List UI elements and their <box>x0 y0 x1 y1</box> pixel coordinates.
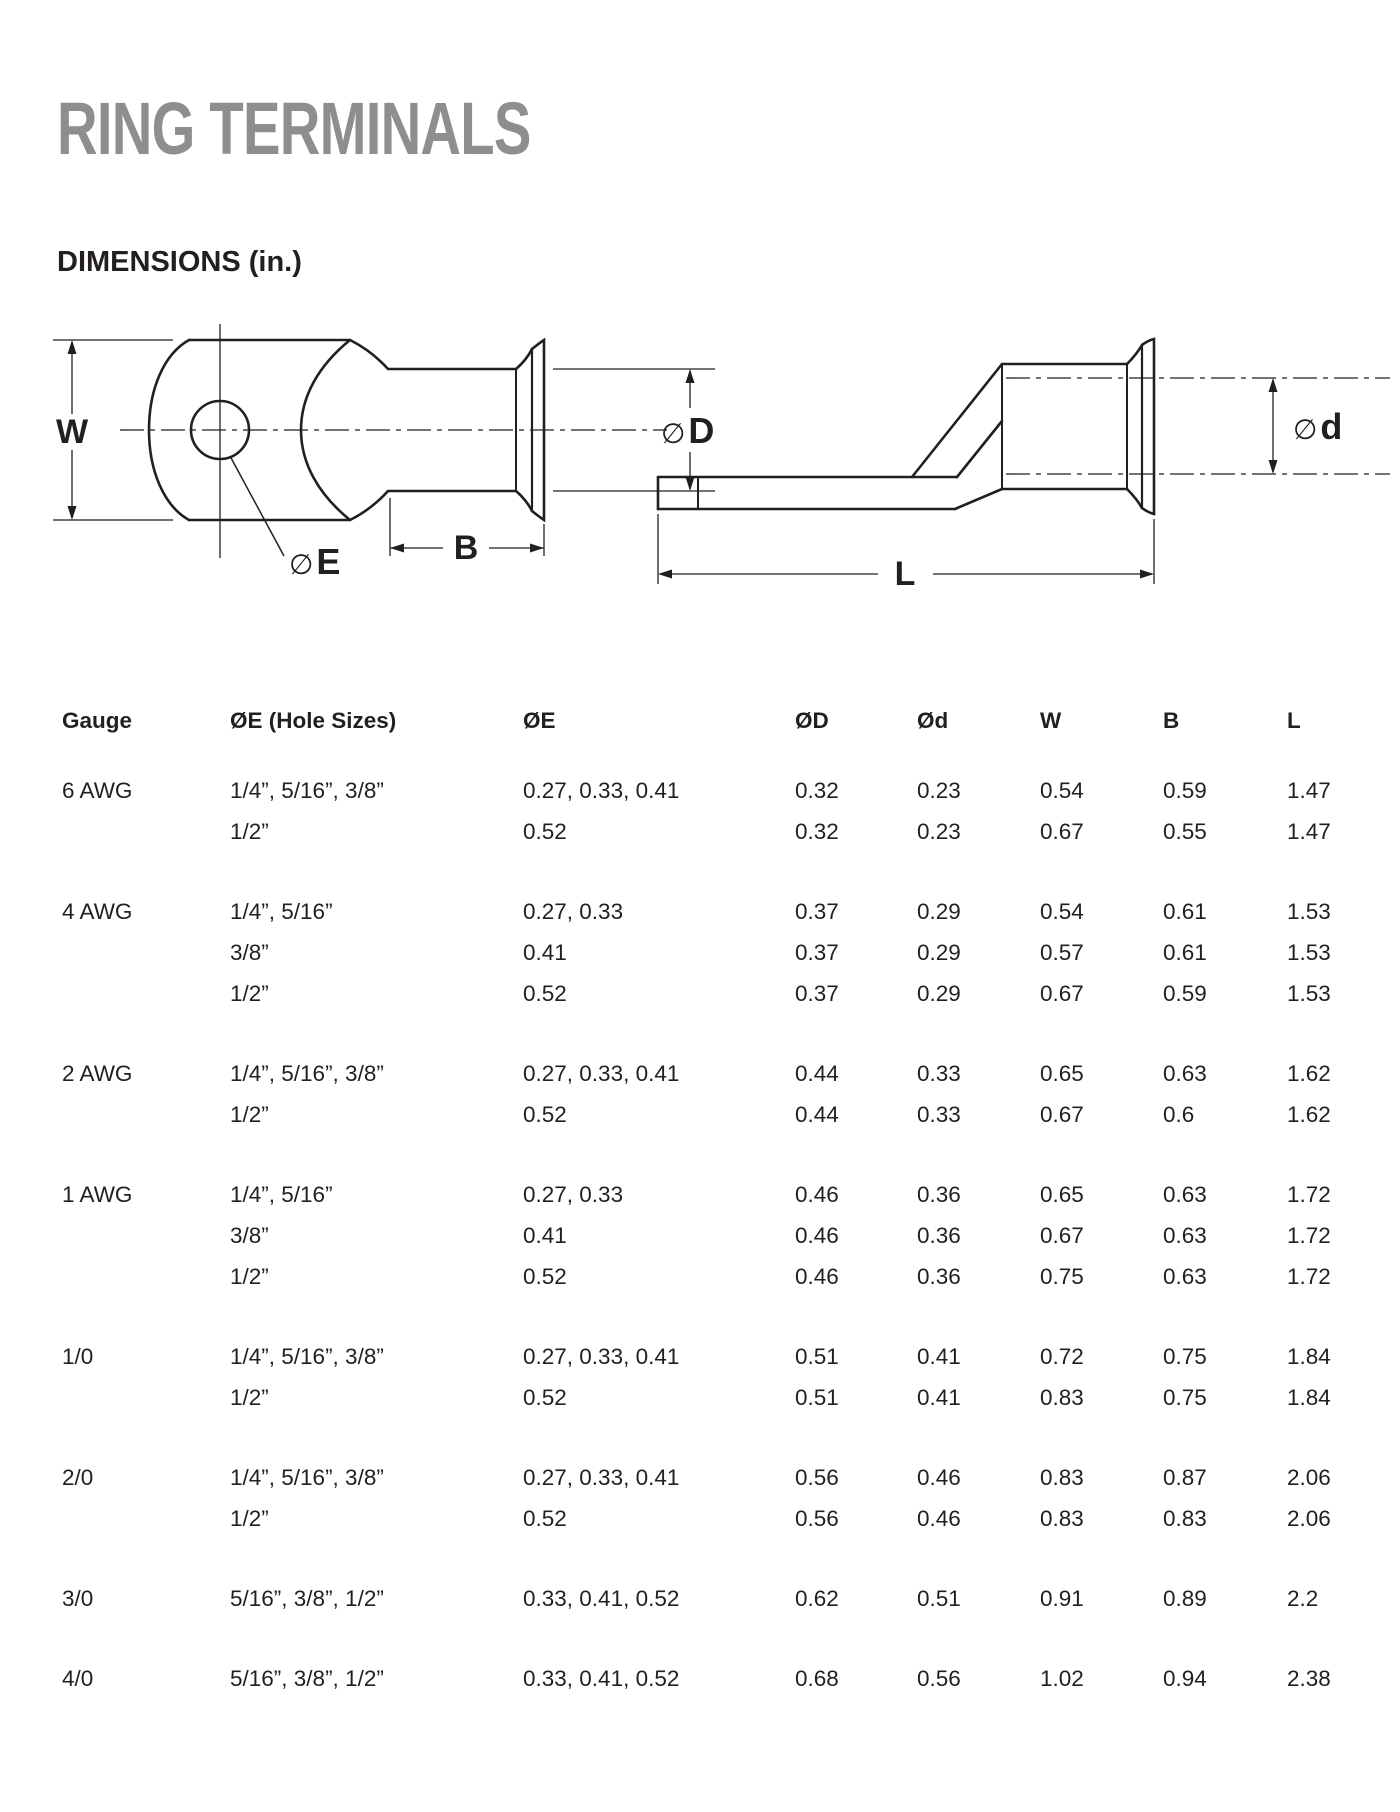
cell-od-small: 0.23 <box>917 818 961 844</box>
table-group <box>62 1658 1372 1699</box>
col-header-w: W <box>1040 707 1062 733</box>
cell-oe: 0.27, 0.33, 0.41 <box>523 1343 680 1369</box>
cell-b: 0.75 <box>1163 1384 1207 1410</box>
col-header-od-small: Ød <box>917 707 949 733</box>
cell-od: 0.51 <box>795 1343 839 1369</box>
cell-w: 0.83 <box>1040 1505 1084 1531</box>
cell-hole-sizes: 5/16”, 3/8”, 1/2” <box>230 1665 384 1691</box>
cell-od-small: 0.33 <box>917 1101 961 1127</box>
cell-hole-sizes: 3/8” <box>230 1222 269 1248</box>
cell-hole-sizes: 5/16”, 3/8”, 1/2” <box>230 1585 384 1611</box>
cell-oe: 0.52 <box>523 818 567 844</box>
table-row <box>62 1336 1372 1377</box>
cell-l: 1.47 <box>1287 777 1331 803</box>
cell-od: 0.32 <box>795 818 839 844</box>
cell-od: 0.44 <box>795 1101 839 1127</box>
cell-od: 0.56 <box>795 1505 839 1531</box>
cell-oe: 0.41 <box>523 1222 567 1248</box>
d-small-dimension <box>1269 378 1343 474</box>
cell-w: 0.75 <box>1040 1263 1084 1289</box>
cell-gauge: 4 AWG <box>62 898 133 924</box>
col-header-hole-sizes: ØE (Hole Sizes) <box>230 707 397 733</box>
cell-oe: 0.52 <box>523 1263 567 1289</box>
side-view-drawing <box>650 322 1400 612</box>
table-row <box>62 1377 1372 1418</box>
cell-b: 0.94 <box>1163 1665 1207 1691</box>
table-group <box>62 1174 1372 1297</box>
b-label: B <box>453 529 479 567</box>
cell-hole-sizes: 1/4”, 5/16”, 3/8” <box>230 1464 384 1490</box>
cell-w: 0.72 <box>1040 1343 1084 1369</box>
cell-b: 0.63 <box>1163 1181 1207 1207</box>
cell-hole-sizes: 1/2” <box>230 980 269 1006</box>
cell-od: 0.46 <box>795 1222 839 1248</box>
cell-l: 1.62 <box>1287 1060 1331 1086</box>
table-row <box>62 811 1372 852</box>
table-row <box>62 1053 1372 1094</box>
table-row <box>62 1215 1372 1256</box>
cell-gauge: 1 AWG <box>62 1181 133 1207</box>
table-row <box>62 1457 1372 1498</box>
cell-l: 1.53 <box>1287 980 1331 1006</box>
cell-b: 0.89 <box>1163 1585 1207 1611</box>
cell-od: 0.44 <box>795 1060 839 1086</box>
table-row <box>62 770 1372 811</box>
cell-oe: 0.52 <box>523 1101 567 1127</box>
table-group <box>62 1053 1372 1135</box>
b-dimension <box>390 498 544 567</box>
cell-od: 0.32 <box>795 777 839 803</box>
cell-l: 1.84 <box>1287 1343 1331 1369</box>
cell-w: 0.65 <box>1040 1181 1084 1207</box>
cell-l: 2.06 <box>1287 1505 1331 1531</box>
cell-l: 1.47 <box>1287 818 1331 844</box>
cell-b: 0.83 <box>1163 1505 1207 1531</box>
cell-l: 1.72 <box>1287 1263 1331 1289</box>
cell-l: 1.72 <box>1287 1181 1331 1207</box>
ring-terminal-top-view-diagram <box>45 322 725 605</box>
cell-od: 0.37 <box>795 980 839 1006</box>
table-row <box>62 891 1372 932</box>
table-row <box>62 973 1372 1014</box>
cell-hole-sizes: 1/4”, 5/16” <box>230 898 333 924</box>
cell-w: 0.67 <box>1040 818 1084 844</box>
cell-hole-sizes: 1/2” <box>230 1384 269 1410</box>
table-row <box>62 1498 1372 1539</box>
cell-od: 0.37 <box>795 898 839 924</box>
cell-hole-sizes: 3/8” <box>230 939 269 965</box>
cell-od: 0.37 <box>795 939 839 965</box>
cell-l: 1.53 <box>1287 939 1331 965</box>
cell-oe: 0.27, 0.33, 0.41 <box>523 1464 680 1490</box>
cell-w: 0.91 <box>1040 1585 1084 1611</box>
table-group <box>62 891 1372 1014</box>
l-dimension <box>658 514 1154 593</box>
cell-gauge: 3/0 <box>62 1585 94 1611</box>
col-header-l: L <box>1287 707 1301 733</box>
cell-l: 1.84 <box>1287 1384 1331 1410</box>
cell-l: 1.72 <box>1287 1222 1331 1248</box>
cell-od: 0.62 <box>795 1585 839 1611</box>
cell-hole-sizes: 1/2” <box>230 818 269 844</box>
cell-oe: 0.52 <box>523 980 567 1006</box>
terminal-outline-side <box>658 339 1154 514</box>
cell-oe: 0.33, 0.41, 0.52 <box>523 1665 680 1691</box>
cell-b: 0.61 <box>1163 939 1207 965</box>
cell-oe: 0.27, 0.33 <box>523 898 624 924</box>
cell-w: 0.67 <box>1040 980 1084 1006</box>
cell-od: 0.68 <box>795 1665 839 1691</box>
col-header-od: ØD <box>795 707 829 733</box>
cell-oe: 0.27, 0.33 <box>523 1181 624 1207</box>
cell-od-small: 0.41 <box>917 1384 961 1410</box>
cell-oe: 0.27, 0.33, 0.41 <box>523 777 680 803</box>
cell-hole-sizes: 1/4”, 5/16”, 3/8” <box>230 1060 384 1086</box>
cell-gauge: 6 AWG <box>62 777 133 803</box>
d-large-label: ∅D <box>661 410 715 451</box>
cell-gauge: 2 AWG <box>62 1060 133 1086</box>
cell-w: 1.02 <box>1040 1665 1084 1691</box>
cell-oe: 0.41 <box>523 939 567 965</box>
cell-b: 0.63 <box>1163 1263 1207 1289</box>
table-row <box>62 1256 1372 1297</box>
cell-l: 2.2 <box>1287 1585 1319 1611</box>
cell-b: 0.6 <box>1163 1101 1195 1127</box>
table-row <box>62 1658 1372 1699</box>
cell-od-small: 0.56 <box>917 1665 961 1691</box>
cell-od: 0.46 <box>795 1263 839 1289</box>
cell-w: 0.57 <box>1040 939 1084 965</box>
cell-od-small: 0.51 <box>917 1585 961 1611</box>
cell-od-small: 0.29 <box>917 898 961 924</box>
table-row <box>62 1578 1372 1619</box>
cell-hole-sizes: 1/2” <box>230 1101 269 1127</box>
cell-hole-sizes: 1/4”, 5/16”, 3/8” <box>230 777 384 803</box>
table-group <box>62 1578 1372 1619</box>
cell-od-small: 0.36 <box>917 1222 961 1248</box>
cell-oe: 0.52 <box>523 1384 567 1410</box>
dimensions-table-body <box>62 770 1372 1699</box>
cell-l: 2.06 <box>1287 1464 1331 1490</box>
l-label: L <box>894 555 916 593</box>
cell-od-small: 0.46 <box>917 1464 961 1490</box>
e-label: ∅E <box>289 541 341 582</box>
col-header-b: B <box>1163 707 1180 733</box>
cell-b: 0.61 <box>1163 898 1207 924</box>
cell-od-small: 0.23 <box>917 777 961 803</box>
cell-od: 0.51 <box>795 1384 839 1410</box>
cell-w: 0.54 <box>1040 898 1084 924</box>
cell-l: 2.38 <box>1287 1665 1331 1691</box>
table-header-row <box>62 700 1372 741</box>
cell-b: 0.59 <box>1163 980 1207 1006</box>
top-view-drawing <box>45 322 725 600</box>
w-label: W <box>55 413 89 451</box>
cell-w: 0.54 <box>1040 777 1084 803</box>
cell-hole-sizes: 1/4”, 5/16”, 3/8” <box>230 1343 384 1369</box>
cell-w: 0.65 <box>1040 1060 1084 1086</box>
cell-gauge: 4/0 <box>62 1665 94 1691</box>
table-row <box>62 1174 1372 1215</box>
ring-terminal-side-view-diagram <box>650 322 1400 617</box>
cell-l: 1.62 <box>1287 1101 1331 1127</box>
section-heading: DIMENSIONS (in.) <box>57 246 302 278</box>
cell-oe: 0.52 <box>523 1505 567 1531</box>
cell-oe: 0.27, 0.33, 0.41 <box>523 1060 680 1086</box>
cell-b: 0.59 <box>1163 777 1207 803</box>
cell-oe: 0.33, 0.41, 0.52 <box>523 1585 680 1611</box>
cell-w: 0.67 <box>1040 1222 1084 1248</box>
cell-b: 0.75 <box>1163 1343 1207 1369</box>
page-title: RING TERMINALS <box>57 87 531 170</box>
cell-od: 0.56 <box>795 1464 839 1490</box>
col-header-oe: ØE <box>523 707 556 733</box>
table-group <box>62 1336 1372 1418</box>
cell-w: 0.83 <box>1040 1464 1084 1490</box>
cell-od-small: 0.33 <box>917 1060 961 1086</box>
cell-od-small: 0.46 <box>917 1505 961 1531</box>
centerlines <box>120 324 667 558</box>
cell-od-small: 0.41 <box>917 1343 961 1369</box>
cell-gauge: 1/0 <box>62 1343 94 1369</box>
cell-od-small: 0.36 <box>917 1263 961 1289</box>
cell-b: 0.87 <box>1163 1464 1207 1490</box>
cell-od-small: 0.29 <box>917 939 961 965</box>
cell-w: 0.67 <box>1040 1101 1084 1127</box>
cell-gauge: 2/0 <box>62 1464 94 1490</box>
table-row <box>62 1094 1372 1135</box>
cell-od: 0.46 <box>795 1181 839 1207</box>
cell-b: 0.63 <box>1163 1060 1207 1086</box>
cell-b: 0.63 <box>1163 1222 1207 1248</box>
cell-od-small: 0.36 <box>917 1181 961 1207</box>
cell-hole-sizes: 1/2” <box>230 1263 269 1289</box>
cell-hole-sizes: 1/2” <box>230 1505 269 1531</box>
d-small-label: ∅d <box>1293 406 1343 447</box>
table-group <box>62 770 1372 852</box>
cell-l: 1.53 <box>1287 898 1331 924</box>
col-header-gauge: Gauge <box>62 707 133 733</box>
table-group <box>62 1457 1372 1539</box>
cell-od-small: 0.29 <box>917 980 961 1006</box>
cell-b: 0.55 <box>1163 818 1207 844</box>
dimensions-table <box>62 700 1372 1738</box>
cell-w: 0.83 <box>1040 1384 1084 1410</box>
table-row <box>62 932 1372 973</box>
cell-hole-sizes: 1/4”, 5/16” <box>230 1181 333 1207</box>
